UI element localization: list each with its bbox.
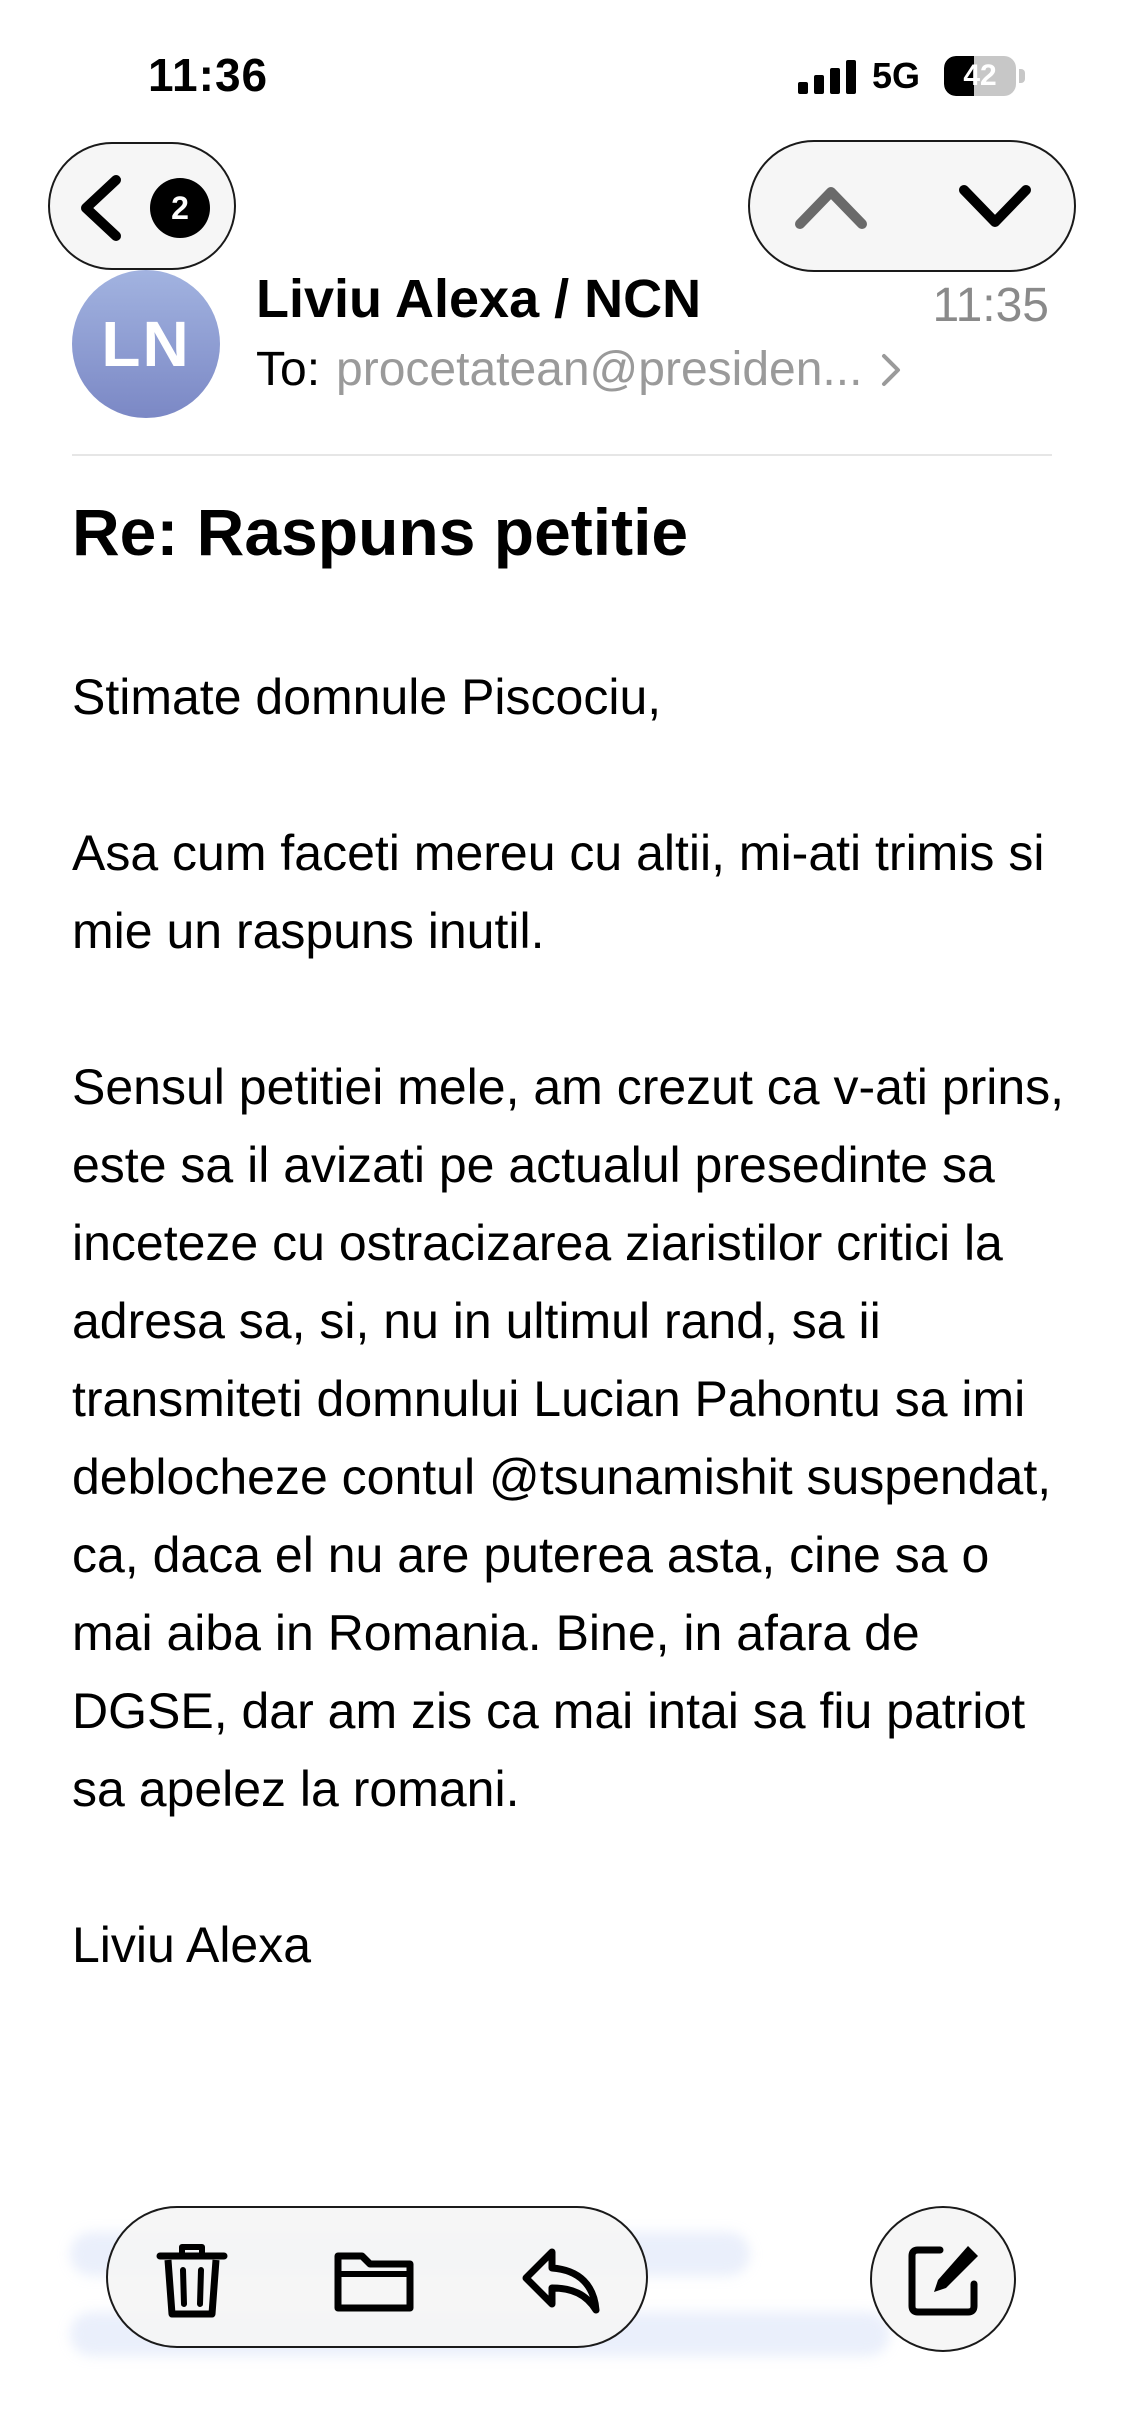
email-subject: Re: Raspuns petitie: [72, 495, 689, 569]
battery-icon: [944, 56, 1026, 96]
status-bar: [0, 0, 1125, 140]
folder-icon[interactable]: [332, 2238, 416, 2322]
email-paragraph: Sensul petitiei mele, am crezut ca v-ati prins, este sa il avizati pe actualul presedinte sa inceteze cu ostracizarea ziaristilor critici la adresa sa, si, nu in ultimul rand, sa ii transmiteti domnului Lucian Pahontu sa imi deblocheze contul @tsunamishit suspendat, ca, daca el nu are puterea asta, cine sa o mai aiba in Romania. Bine, in afara de DGSE, dar am zis ca mai intai sa fiu patriot sa apelez la romani.: [72, 1059, 1065, 1817]
email-paragraph: Asa cum faceti mereu cu altii, mi-ati trimis si mie un raspuns inutil.: [72, 825, 1045, 959]
header-divider: [72, 454, 1052, 456]
compose-icon: [904, 2240, 984, 2320]
compose-button[interactable]: [870, 2206, 1016, 2352]
sender-name[interactable]: Liviu Alexa / NCN: [256, 269, 702, 329]
chevron-right-icon: [880, 352, 902, 388]
email-greeting: Stimate domnule Piscociu,: [72, 669, 662, 725]
status-time: 11:36: [148, 49, 269, 101]
email-signature: Liviu Alexa: [72, 1917, 312, 1973]
sender-avatar[interactable]: LN: [72, 270, 220, 418]
chevron-down-icon[interactable]: [950, 174, 1040, 240]
reply-icon[interactable]: [518, 2238, 602, 2322]
unread-count-badge: 2: [150, 178, 210, 238]
trash-icon[interactable]: [150, 2238, 234, 2322]
chevron-left-icon: [72, 172, 132, 244]
bottom-toolbar: [106, 2206, 648, 2348]
battery-percent: 42: [963, 59, 997, 92]
message-navigation: [748, 140, 1076, 272]
to-address: procetatean@presiden...: [336, 343, 863, 396]
to-label: To:: [256, 343, 321, 396]
chevron-up-icon[interactable]: [786, 174, 876, 240]
cellular-signal-icon: [798, 60, 856, 94]
back-button[interactable]: [48, 142, 236, 270]
email-time: 11:35: [932, 279, 1049, 332]
network-type: 5G: [872, 55, 921, 96]
recipient-line[interactable]: [256, 342, 902, 397]
email-body: [72, 658, 1072, 2062]
